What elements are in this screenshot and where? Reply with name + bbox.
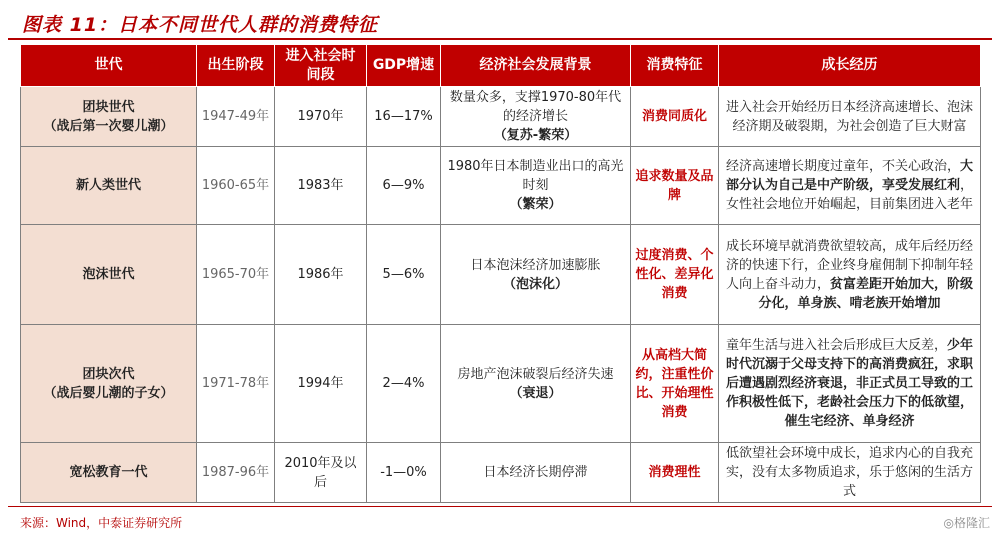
background-text: 数量众多，支撑1970-80年代的经济增长 (449, 90, 622, 124)
table-header-row (21, 45, 981, 87)
cell-experience (719, 225, 981, 325)
entry-period: 2010年及以后 (284, 455, 357, 490)
experience-segment: 成长环境早就消费欲望较高，成年后经历经济的快速下行，企业终身雇佣制下抑制年轻人向上奋斗动力， (725, 238, 973, 292)
cell-gdp (367, 225, 441, 325)
consumption-feature: 过度消费、个性化、差异化消费 (635, 248, 714, 301)
cell-generation (21, 225, 197, 325)
experience-segment: 大部分认为自己是中产阶级，享受发展红利 (725, 159, 974, 193)
experience-segment: 贫富差距开始加大，阶级分化，单身族、啃老族开始增加 (758, 276, 974, 311)
consumption-feature: 消费同质化 (641, 109, 707, 124)
cell-experience (719, 147, 981, 225)
cell-generation (21, 325, 197, 443)
background-text: 1980年日本制造业出口的高光时刻 (447, 159, 624, 193)
cell-gdp (367, 147, 441, 225)
cell-background (441, 443, 631, 503)
table-row (21, 325, 981, 443)
cell-birth (197, 443, 275, 503)
consumption-feature: 追求数量及品牌 (635, 168, 714, 203)
background-note: （泡沫化） (502, 276, 568, 292)
header-entry: 进入社会时间段 (275, 45, 367, 87)
table-row (21, 225, 981, 325)
generation-note: （战后第一次婴儿潮） (43, 118, 174, 134)
gdp-growth: 2—4% (382, 376, 425, 391)
generation-table (20, 44, 981, 503)
cell-birth (197, 225, 275, 325)
experience-segment: 低欲望社会环境中成长，追求内心的自我充实，没有太多物质追求，乐于悠闲的生活方式 (725, 446, 973, 499)
generation-name: 泡沫世代 (82, 267, 135, 282)
birth-period: 1960-65年 (201, 178, 270, 193)
cell-feature (631, 147, 719, 225)
header-background: 经济社会发展背景 (441, 45, 631, 87)
cell-background (441, 325, 631, 443)
table-row (21, 147, 981, 225)
cell-feature (631, 225, 719, 325)
cell-birth (197, 87, 275, 147)
cell-feature (631, 325, 719, 443)
entry-period: 1986年 (297, 267, 344, 282)
cell-generation (21, 147, 197, 225)
cell-experience (719, 87, 981, 147)
table-row (21, 443, 981, 503)
experience-segment: 经济高速增长期度过童年，不关心政治， (725, 159, 960, 174)
background-note: （复苏-繁荣） (493, 128, 578, 143)
header-feature: 消费特征 (631, 45, 719, 87)
background-note: （衰退） (509, 385, 562, 401)
cell-entry (275, 443, 367, 503)
background-text: 日本泡沫经济加速膨胀 (470, 257, 601, 273)
cell-feature (631, 443, 719, 503)
cell-experience (719, 443, 981, 503)
entry-period: 1994年 (297, 376, 344, 391)
header-gdp: GDP增速 (367, 45, 441, 87)
table-row (21, 87, 981, 147)
generation-name: 新人类世代 (75, 178, 141, 193)
background-text: 房地产泡沫破裂后经济失速 (457, 366, 614, 382)
birth-period: 1965-70年 (201, 267, 270, 282)
cell-background (441, 225, 631, 325)
birth-period: 1987-96年 (201, 465, 270, 480)
entry-period: 1983年 (297, 178, 344, 193)
entry-period: 1970年 (297, 109, 344, 124)
generation-note: （战后婴儿潮的子女） (43, 385, 174, 401)
cell-generation (21, 443, 197, 503)
cell-entry (275, 225, 367, 325)
header-birth: 出生阶段 (197, 45, 275, 87)
generation-name: 团块次代 (82, 366, 135, 382)
cell-experience (719, 325, 981, 443)
cell-generation (21, 87, 197, 147)
source-note: 来源：Wind，中泰证券研究所 (20, 516, 183, 530)
experience-segment: 进入社会开始经历日本经济高速增长、泡沫经济期及破裂期，为社会创造了巨大财富 (725, 99, 973, 134)
cell-entry (275, 325, 367, 443)
cell-background (441, 87, 631, 147)
source-divider (8, 506, 992, 507)
cell-birth (197, 147, 275, 225)
cell-gdp (367, 443, 441, 503)
background-text: 日本经济长期停滞 (483, 465, 588, 480)
cell-entry (275, 87, 367, 147)
gdp-growth: -1—0% (380, 465, 427, 480)
birth-period: 1947-49年 (201, 109, 270, 124)
generation-name: 团块世代 (82, 99, 135, 115)
background-note: （繁荣） (509, 197, 562, 212)
consumption-feature: 消费理性 (648, 465, 701, 480)
consumption-feature: 从高档大简约，注重性价比、开始理性消费 (635, 347, 714, 420)
cell-entry (275, 147, 367, 225)
cell-feature (631, 87, 719, 147)
header-experience: 成长经历 (719, 45, 981, 87)
cell-gdp (367, 325, 441, 443)
cell-birth (197, 325, 275, 443)
gdp-growth: 6—9% (382, 178, 425, 193)
figure-title: 图表 11：日本不同世代人群的消费特征 (22, 14, 379, 36)
header-generation: 世代 (21, 45, 197, 87)
gdp-growth: 5—6% (382, 267, 425, 282)
experience-segment: ，女性社会地位开始崛起，目前集团进入老年 (725, 178, 974, 212)
cell-gdp (367, 87, 441, 147)
birth-period: 1971-78年 (201, 376, 270, 391)
watermark: ◎格隆汇 (943, 516, 990, 530)
generation-name: 宽松教育一代 (69, 465, 148, 480)
title-bar (8, 4, 992, 40)
cell-background (441, 147, 631, 225)
experience-segment: 少年时代沉溺于父母支持下的高消费疯狂，求职后遭遇剧烈经济衰退，非正式员工导致的工作积极性低下，老龄社会压力下的低欲望，催生宅经济、单身经济 (725, 338, 974, 429)
gdp-growth: 16—17% (374, 109, 433, 124)
experience-segment: 童年生活与进入社会后形成巨大反差， (725, 338, 947, 353)
